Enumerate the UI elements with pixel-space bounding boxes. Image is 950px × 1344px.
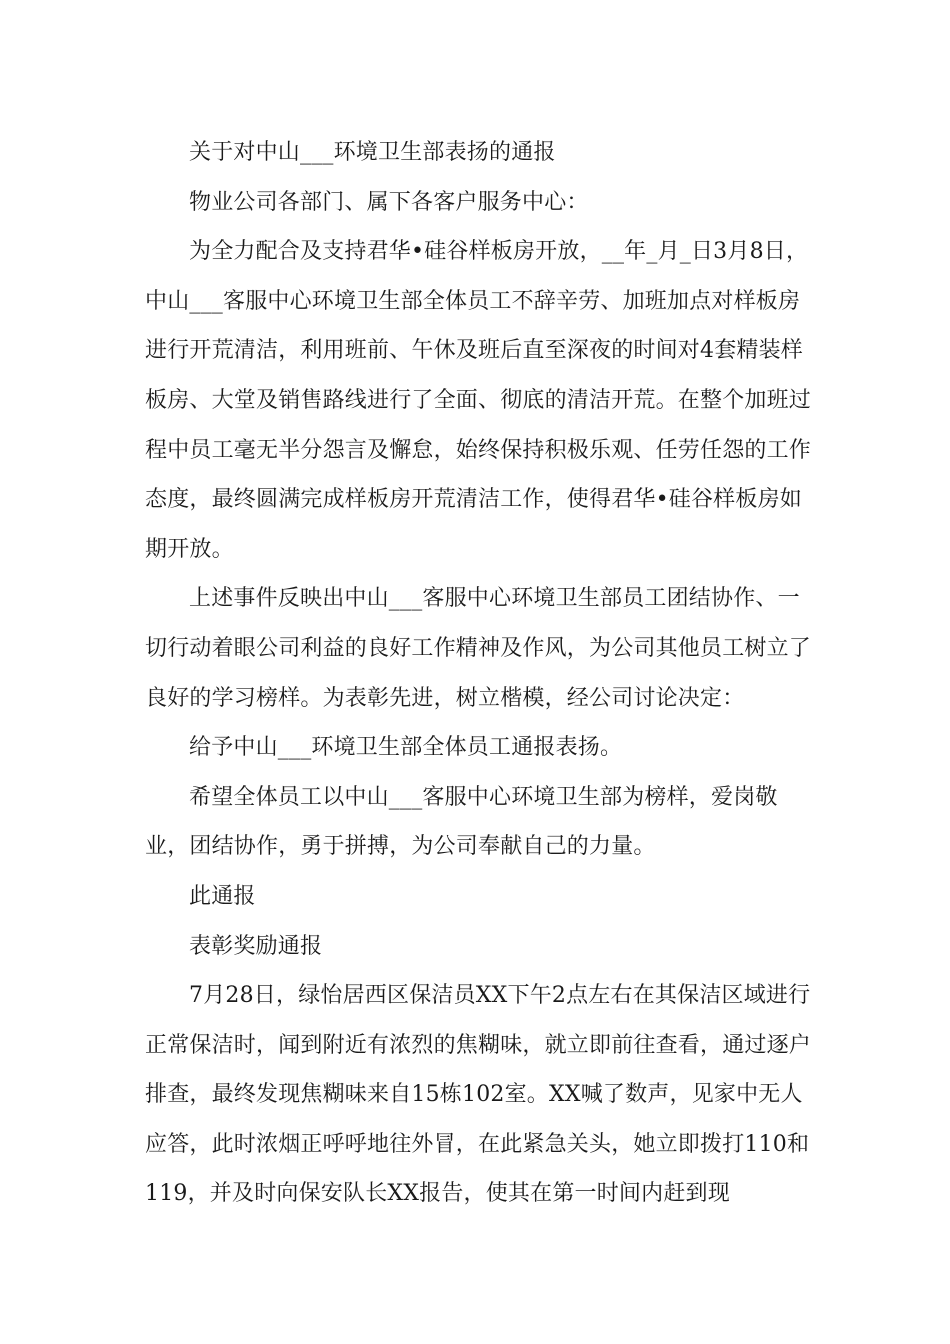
notice-paragraph-event: 为全力配合及支持君华•硅谷样板房开放，__年_月_日3月8日，中山___客服中心环境卫生部全体员工不辞辛劳、加班加点对样板房进行开荒清洁，利用班前、午休及班后直至深夜的时间对4套精装样板房、大堂及销售路线进行了全面、彻底的清洁开荒。在整个加班过程中员工毫无半分怨言及懈怠，始终保持积极乐观、任劳任怨的工作态度，最终圆满完成样板房开荒清洁工作，使得君华•硅谷样板房如期开放。 [145,239,812,562]
document-body [145,128,817,1219]
notice-title: 关于对中山___环境卫生部表扬的通报 [189,140,556,165]
notice-paragraph-hope: 希望全体员工以中山___客服中心环境卫生部为榜样，爱岗敬业，团结协作，勇于拼搏，为公司奉献自己的力量。 [145,784,778,860]
second-notice-title: 表彰奖励通报 [189,933,323,959]
second-notice-paragraph: 7月28日，绿怡居西区保洁员XX下午2点左右在其保洁区域进行正常保洁时，闻到附近有浓烈的焦糊味，就立即前往查看，通过逐户排查，最终发现焦糊味来自15栋102室。XX喊了数声，见家中无人应答，此时浓烟正呼呼地往外冒，在此紧急关头，她立即拨打110和119，并及时向保安队长XX报告，使其在第一时间内赶到现 [145,983,812,1207]
notice-paragraph-decision: 给予中山___环境卫生部全体员工通报表扬。 [189,735,623,761]
notice-paragraph-reflection: 上述事件反映出中山___客服中心环境卫生部员工团结协作、一切行动着眼公司利益的良好工作精神及作风，为公司其他员工树立了良好的学习榜样。为表彰先进，树立楷模，经公司讨论决定： [145,586,812,711]
notice-recipients: 物业公司各部门、属下各客户服务中心： [189,189,589,215]
notice-closing: 此通报 [189,883,256,909]
